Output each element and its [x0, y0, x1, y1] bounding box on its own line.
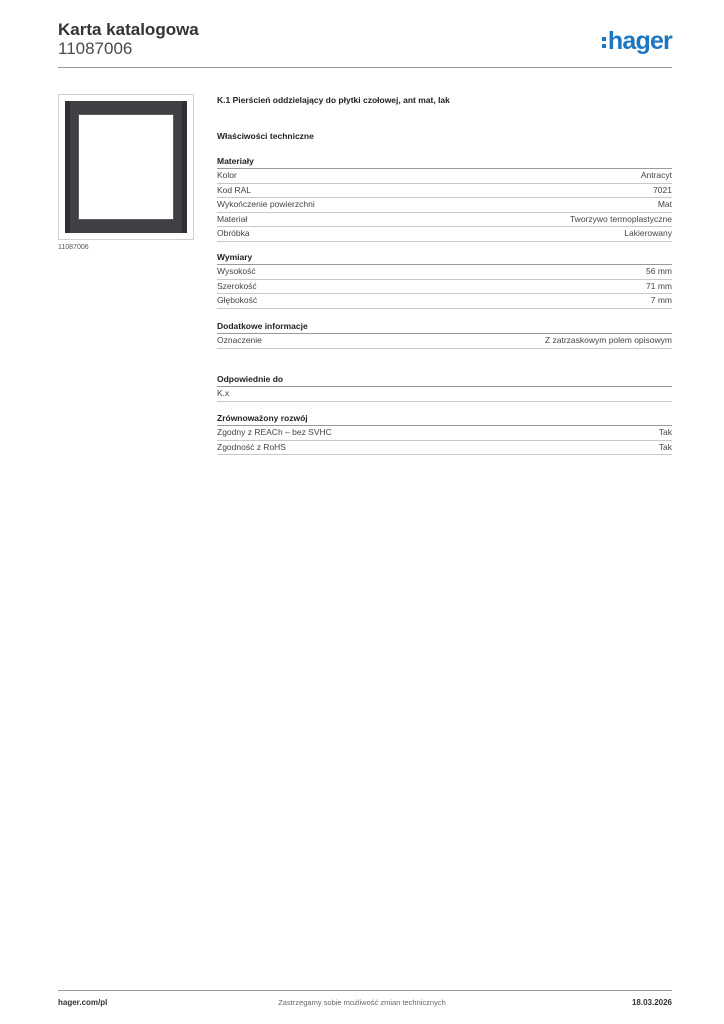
footer-divider — [58, 990, 672, 991]
spec-label: Obróbka — [217, 228, 250, 238]
group-title: Wymiary — [217, 251, 672, 265]
spec-row — [217, 184, 672, 199]
group-odpowiednie — [217, 373, 672, 402]
spec-value: Tworzywo termoplastyczne — [569, 213, 672, 224]
header-divider — [58, 67, 672, 68]
spec-row — [217, 294, 672, 309]
footer-date: 18.03.2026 — [631, 998, 672, 1007]
product-name: K.1 Pierścień oddzielający do płytki czołowej, ant mat, lak — [217, 95, 450, 105]
spec-value: Z zatrzaskowym polem opisowym — [544, 335, 672, 345]
hager-logo — [602, 27, 672, 55]
spec-row — [217, 426, 672, 441]
spec-row — [217, 198, 672, 213]
spec-row — [217, 213, 672, 228]
group-title: Odpowiednie do — [217, 373, 672, 387]
spec-row — [217, 441, 672, 456]
footer-disclaimer: Zastrzegamy sobie możliwość zmian technicznych — [278, 998, 446, 1007]
logo-text: hager — [607, 27, 672, 55]
page-title: Karta katalogowa — [58, 20, 199, 39]
spec-value: 7 mm — [650, 295, 672, 305]
spec-label: Materiał — [217, 213, 248, 224]
spec-value: Mat — [657, 199, 672, 209]
spec-label: Kolor — [217, 170, 237, 180]
spec-label: Szerokość — [217, 280, 257, 291]
footer-website: hager.com/pl — [58, 998, 108, 1007]
spec-label: Głębokość — [217, 295, 258, 305]
spec-value: Antracyt — [640, 170, 672, 180]
group-materialy — [217, 155, 672, 242]
spec-label: Wykończenie powierzchni — [217, 199, 315, 209]
spec-row — [217, 280, 672, 295]
spec-row — [217, 169, 672, 184]
spec-value: 56 mm — [646, 266, 672, 276]
group-title: Dodatkowe informacje — [217, 320, 672, 334]
product-image — [58, 94, 194, 240]
spec-label: Zgodność z RoHS — [217, 441, 286, 452]
spec-label: Oznaczenie — [217, 335, 262, 345]
spec-row — [217, 387, 672, 402]
spec-value: 71 mm — [646, 280, 672, 291]
spec-row — [217, 227, 672, 242]
image-caption: 11087006 — [58, 244, 89, 251]
frame-ring-icon — [65, 101, 187, 233]
spec-row — [217, 334, 672, 349]
spec-label: Zgodny z REACh – bez SVHC — [217, 427, 332, 437]
group-dodatkowe — [217, 320, 672, 349]
spec-value: Tak — [658, 441, 672, 452]
spec-content — [217, 93, 672, 452]
spec-label: K.x — [217, 388, 230, 398]
group-wymiary — [217, 251, 672, 309]
spec-label: Wysokość — [217, 266, 256, 276]
group-title: Zrównoważony rozwój — [217, 412, 672, 426]
product-code: 11087006 — [58, 39, 133, 58]
group-zrownowazony — [217, 412, 672, 455]
specs-title: Właściwości techniczne — [217, 131, 314, 141]
spec-row — [217, 265, 672, 280]
spec-value: Tak — [658, 427, 672, 437]
logo-dots-icon — [602, 34, 607, 50]
spec-value: Lakierowany — [624, 228, 672, 238]
spec-label: Kod RAL — [217, 184, 252, 195]
spec-value: 7021 — [653, 184, 672, 195]
group-title: Materiały — [217, 155, 672, 169]
